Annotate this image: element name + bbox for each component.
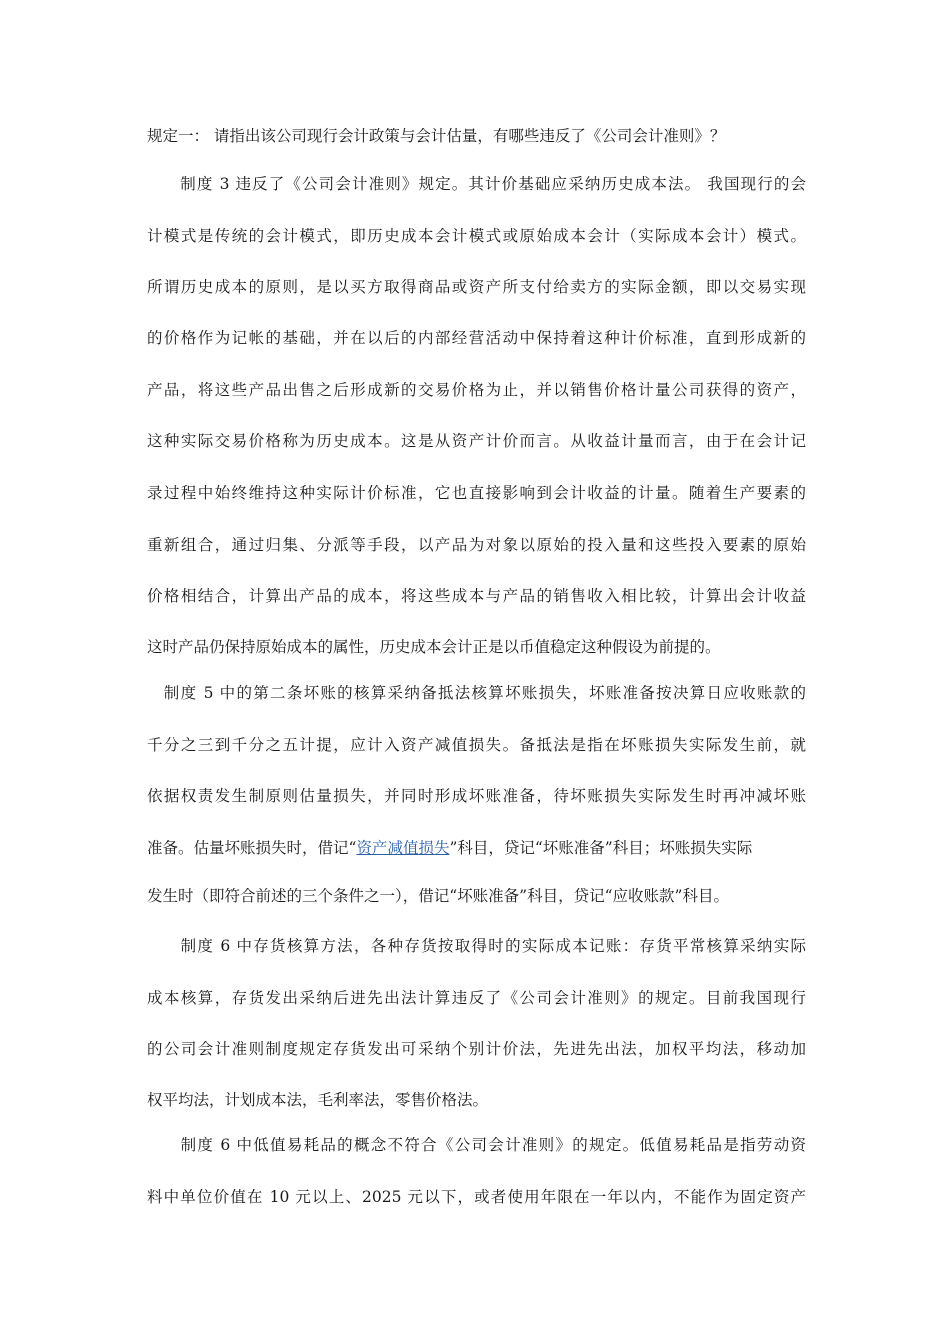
paragraph-line: 这时产品仍保持原始成本的属性，历史成本会计正是以币值稳定这种假设为前提的。 xyxy=(147,638,721,656)
paragraph-line: 录过程中始终维持这种实际计价标准，它也直接影响到会计收益的计量。随着生产要素的 xyxy=(147,484,806,502)
paragraph-line: 所谓历史成本的原则，是以买方取得商品或资产所支付给卖方的实际金额，即以交易实现 xyxy=(147,278,806,296)
paragraph-line: 成本核算，存货发出采纳后进先出法计算违反了《公司会计准则》的规定。目前我国现行 xyxy=(147,989,806,1007)
paragraph-line: 的公司会计准则制度规定存货发出可采纳个别计价法，先进先出法，加权平均法，移动加 xyxy=(147,1040,806,1058)
paragraph-line: 计模式是传统的会计模式，即历史成本会计模式或原始成本会计（实际成本会计）模式。 xyxy=(147,227,806,245)
paragraph-line: 制度 5 中的第二条坏账的核算采纳备抵法核算坏账损失，坏账准备按决算日应收账款的 xyxy=(147,684,806,702)
paragraph-line: 的价格作为记帐的基础，并在以后的内部经营活动中保持着这种计价标准，直到形成新的 xyxy=(147,329,806,347)
paragraph-line: 制度 3 违反了《公司会计准则》规定。其计价基础应采纳历史成本法。 我国现行的会 xyxy=(147,175,806,193)
paragraph-line: 制度 6 中低值易耗品的概念不符合《公司会计准则》的规定。低值易耗品是指劳动资 xyxy=(147,1136,806,1154)
paragraph-line: 制度 6 中存货核算方法，各种存货按取得时的实际成本记账：存货平常核算采纳实际 xyxy=(147,937,806,955)
paragraph-line xyxy=(147,838,752,858)
paragraph-line: 料中单位价值在 10 元以上、2025 元以下，或者使用年限在一年以内，不能作为固定资产 xyxy=(147,1188,806,1206)
asset-impairment-link[interactable]: 资产减值损失 xyxy=(356,839,450,857)
question-line: 规定一： 请指出该公司现行会计政策与会计估量，有哪些违反了《公司会计准则》？ xyxy=(147,127,726,145)
paragraph-line: 依据权责发生制原则估量损失，并同时形成坏账准备，待坏账损失实际发生时再冲减坏账 xyxy=(147,787,806,805)
text-span: ”科目，贷记“坏账准备”科目；坏账损失实际 xyxy=(449,839,753,857)
paragraph-line: 发生时（即符合前述的三个条件之一），借记“坏账准备”科目，贷记“应收账款”科目。 xyxy=(147,887,729,905)
paragraph-line: 产品，将这些产品出售之后形成新的交易价格为止，并以销售价格计量公司获得的资产， xyxy=(147,381,806,399)
text-span: 准备。估量坏账损失时，借记“ xyxy=(147,839,357,857)
paragraph-line: 千分之三到千分之五计提，应计入资产减值损失。备抵法是指在坏账损失实际发生前，就 xyxy=(147,736,806,754)
paragraph-line: 权平均法，计划成本法，毛利率法，零售价格法。 xyxy=(147,1091,489,1109)
paragraph-line: 价格相结合，计算出产品的成本，将这些成本与产品的销售收入相比较，计算出会计收益 xyxy=(147,587,806,605)
paragraph-line: 重新组合，通过归集、分派等手段，以产品为对象以原始的投入量和这些投入要素的原始 xyxy=(147,536,806,554)
paragraph-line: 这种实际交易价格称为历史成本。这是从资产计价而言。从收益计量而言，由于在会计记 xyxy=(147,432,806,450)
